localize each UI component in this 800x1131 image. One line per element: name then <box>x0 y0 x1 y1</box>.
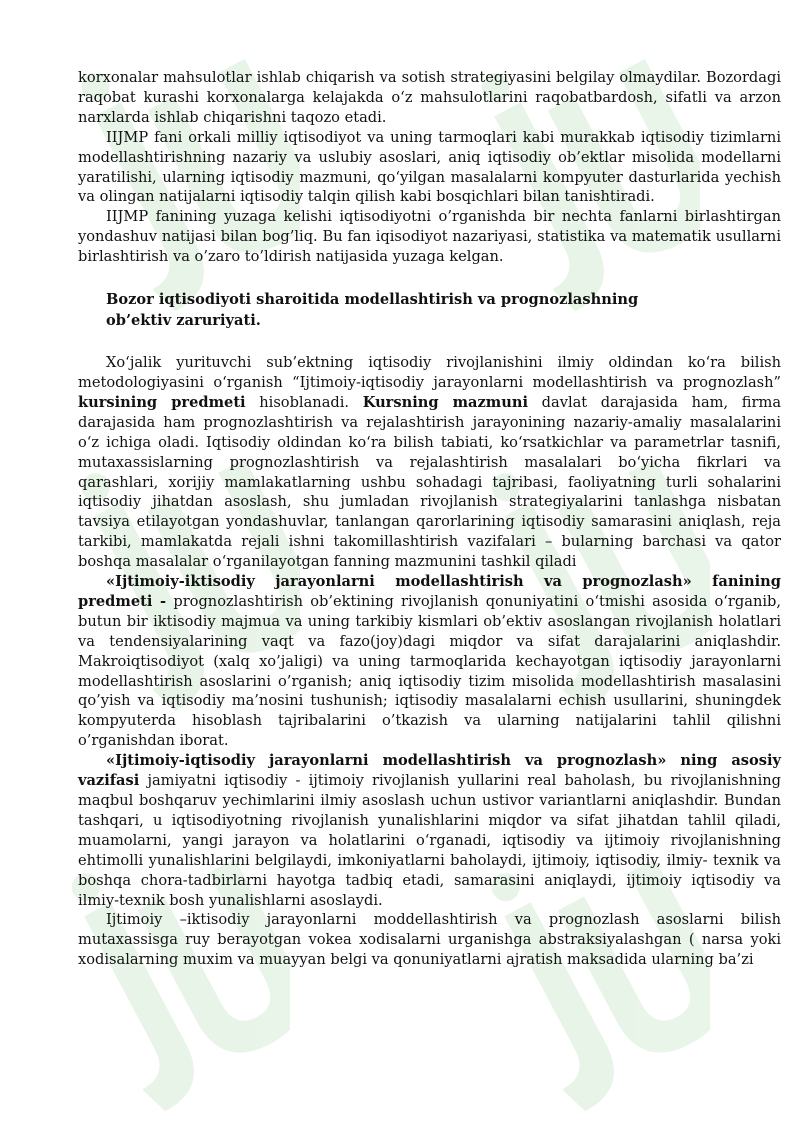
section-heading-line-2: ob’ektiv zaruriyati. <box>106 312 261 330</box>
paragraph-course-subject <box>78 353 781 572</box>
paragraph-subject-definition <box>78 572 781 751</box>
bold-term-course-subject: kursining predmeti <box>78 393 246 411</box>
document-page <box>78 68 781 970</box>
text-run: davlat darajasida ham, firma darajasida ham prognozlashtirish va rejalashtirish jarayonining nazariy-amaliy masalalarini o‘z ichiga oladi. Iqtisodiy oldindan ko‘ra bilish tabiati, ko‘rsatkichlar va parametrlar tasnifi, mutaxassislarning prognozlashtirish va rejalashtirish masalalari bo‘yicha fikrlari va qarashlari, xorijiy mamlakatlarning ushbu sohadagi tajribasi, faoliyatning turli sohalarini iqtisodiy jihatdan asoslash, shu jumladan rivojlanish strategiyalarini tanlashga nisbatan tavsiya etilayotgan yondashuvlar, tanlangan qarorlarining iqtisodiy samarasini aniqlash, reja tarkibi, mamlakatda rejali ishni takomillashtirish vazifalari – bularning barchasi va qator boshqa masalalar o‘rganilayotgan fanning mazmunini tashkil qiladi <box>78 393 782 571</box>
paragraph-continuation: korxonalar mahsulotlar ishlab chiqarish va sotish strategiyasini belgilay olmaydilar. Bozordagi raqobat kurashi korxonalarga kelajakda o‘z mahsulotlarini raqobatbardosh, sifatli va arzon narxlarda ishlab chiqarishni taqozo etadi. <box>78 69 781 126</box>
bold-lead-main-task: «Ijtimoiy-iqtisodiy jarayonlarni modellashtirish va prognozlash» ning asosiy vazifasi <box>78 752 781 790</box>
text-run: Xo‘jalik yurituvchi sub’ektning iqtisodiy rivojlanishini ilmiy oldindan ko‘ra bilish metodologiyasini o‘rganish “Ijtimoiy-iqtisodiy jarayonlarni modellashtirish va prognozlash” <box>78 354 781 391</box>
paragraph-abstraction: Ijtimoiy –iktisodiy jarayonlarni moddellashtirish va prognozlash asoslarni bilish mutaxassisga ruy berayotgan vokea xodisalarni urganishga abstraksiyalashgan ( narsa yoki xodisalarning muxim va muayyan belgi va qonuniyatlarni ajratish maksadida ularning ba’zi <box>78 911 781 969</box>
bold-term-course-content: Kursning mazmuni <box>362 393 529 411</box>
text-run: jamiyatni iqtisodiy - ijtimoiy rivojlanish yullarini real baholash, bu rivojlanishning maqbul boshqaruv yechimlarini ilmiy asoslash uchun ustivor variantlarni aniqlashdir. Bundan tashqari, u iqtisodiyotning rivojlanish yunalishlarini miqdor va sifat jihatdan tahlil qiladi, muamolarni, yangi jarayon va holatlarini o‘rganadi, iqtisodiy va ijtimoiy rivojlanishning ehtimolli yunalishlarini belgilaydi, imkoniyatlarni baholaydi, ijtimoiy, iqtisodiy, ilmiy- texnik va boshqa chora-tadbirlarni hayotga tadbiq etadi, samarasini aniqlaydi, ijtimoiy iqtisodiy va ilmiy-texnik bosh yunalishlarni asoslaydi. <box>78 772 781 909</box>
paragraph-main-task <box>78 751 781 910</box>
text-run: prognozlashtirish ob’ektining rivojlanish qonuniyatini o‘tmishi asosida o‘rganib, butun bir iktisodiy majmua va uning tarkibiy kismlari ob’ektiv asoslangan rivojlanish holatlari va tendensiyalarining vaqt va fazo(joy)dagi miqdor va sifat darajalarini aniqlashdir. Makroiqtisodiyot (xalq xo’jaligi) va uning tarmoqlarida kechayotgan iqtisodiy jarayonlarni modellashtirish asoslarini o’rganish; aniq iqtisodiy tizim misolida modellashtirish masalasini qo’yish va iqtisodiy ma’nosini tushunish; iqtisodiy masalalarni echish usullarini, shuningdek kompyuterda hisoblash tajribalarini o’tkazish va ularning natijalarini tahlil qilishni o’rganishdan iborat. <box>78 592 782 750</box>
paragraph-iijmp-intro: IIJMP fani orkali milliy iqtisodiyot va uning tarmoqlari kabi murakkab iqtisodiy tizimlarni modellashtirishning nazariy va uslubiy asoslari, aniq iqtisodiy ob’ektlar misolida modellarni yaratilishi, ularning iqtisodiy mazmuni, qo‘yilgan masalalarni kompyuter dasturlarida yechish va olingan natijalarni iqtisodiy talqin qilish kabi bosqichlari bilan tanishtiradi. <box>78 128 781 206</box>
section-heading-line-1: Bozor iqtisodiyoti sharoitida modellashtirish va prognozlashning <box>106 291 639 309</box>
bold-lead-subject: «Ijtimoiy-iktisodiy jarayonlarni modellashtirish va prognozlash» fanining predmeti - <box>78 573 781 610</box>
paragraph-iijmp-origin: IIJMP fanining yuzaga kelishi iqtisodiyotni o’rganishda bir nechta fanlarni birlashtirgan yondashuv natijasi bilan bog’liq. Bu fan iqisodiyot nazariyasi, statistika va matematik usullarni birlashtirish va o’zaro to’ldirish natijasida yuzaga kelgan. <box>78 208 781 266</box>
text-run: hisoblanadi. <box>259 393 350 411</box>
section-heading <box>106 289 781 331</box>
